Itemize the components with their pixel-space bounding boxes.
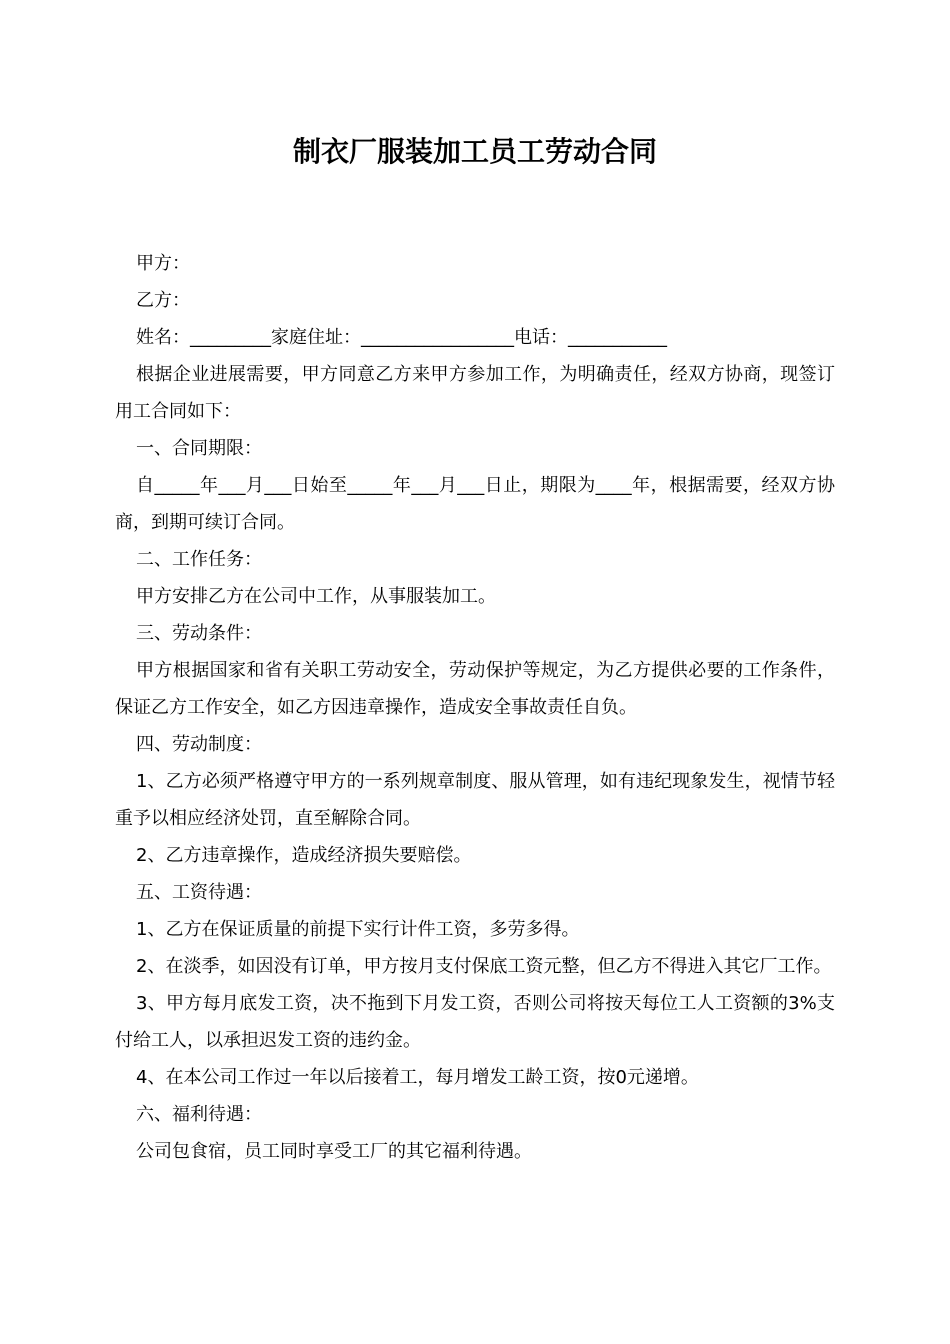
term-paragraph: 自_____年___月___日始至_____年___月___日止，期限为____年，根据需要，经双方协商，到期可续订合同。 xyxy=(115,475,835,533)
conditions-paragraph: 甲方根据国家和省有关职工劳动安全，劳动保护等规定，为乙方提供必要的工作条件，保证乙方工作安全，如乙方因违章操作，造成安全事故责任自负。 xyxy=(115,660,835,718)
section-heading-conditions: 三、劳动条件： xyxy=(136,623,262,644)
welfare-paragraph: 公司包食宿，员工同时享受工厂的其它福利待遇。 xyxy=(136,1141,532,1162)
section-heading-term: 一、合同期限： xyxy=(136,438,262,459)
wages-item-1: 1、乙方在保证质量的前提下实行计件工资，多劳多得。 xyxy=(136,919,580,940)
wages-item-3: 3、甲方每月底发工资，决不拖到下月发工资，否则公司将按天每位工人工资额的3%支付给工人，以承担迟发工资的违约金。 xyxy=(115,993,835,1051)
section-heading-wages: 五、工资待遇： xyxy=(136,882,262,903)
rules-item-2: 2、乙方违章操作，造成经济损失要赔偿。 xyxy=(136,845,472,866)
section-heading-task: 二、工作任务： xyxy=(136,549,262,570)
task-paragraph: 甲方安排乙方在公司中工作，从事服装加工。 xyxy=(136,586,496,607)
section-heading-rules: 四、劳动制度： xyxy=(136,734,262,755)
intro-paragraph: 根据企业进展需要，甲方同意乙方来甲方参加工作，为明确责任，经双方协商，现签订用工合同如下： xyxy=(115,364,835,422)
wages-item-2: 2、在淡季，如因没有订单，甲方按月支付保底工资元整，但乙方不得进入其它厂工作。 xyxy=(136,956,832,977)
document-body xyxy=(115,245,835,1170)
document-title: 制衣厂服装加工员工劳动合同 xyxy=(292,135,657,168)
section-heading-welfare: 六、福利待遇： xyxy=(136,1104,262,1125)
personal-info-line: 姓名：_________家庭住址：_________________电话：___________ xyxy=(136,327,667,348)
wages-item-4: 4、在本公司工作过一年以后接着工，每月增发工龄工资，按0元递增。 xyxy=(136,1067,699,1088)
party-b-line: 乙方： xyxy=(136,290,190,311)
party-a-line: 甲方： xyxy=(136,253,190,274)
rules-item-1: 1、乙方必须严格遵守甲方的一系列规章制度、服从管理，如有违纪现象发生，视情节轻重予以相应经济处罚，直至解除合同。 xyxy=(115,771,835,829)
